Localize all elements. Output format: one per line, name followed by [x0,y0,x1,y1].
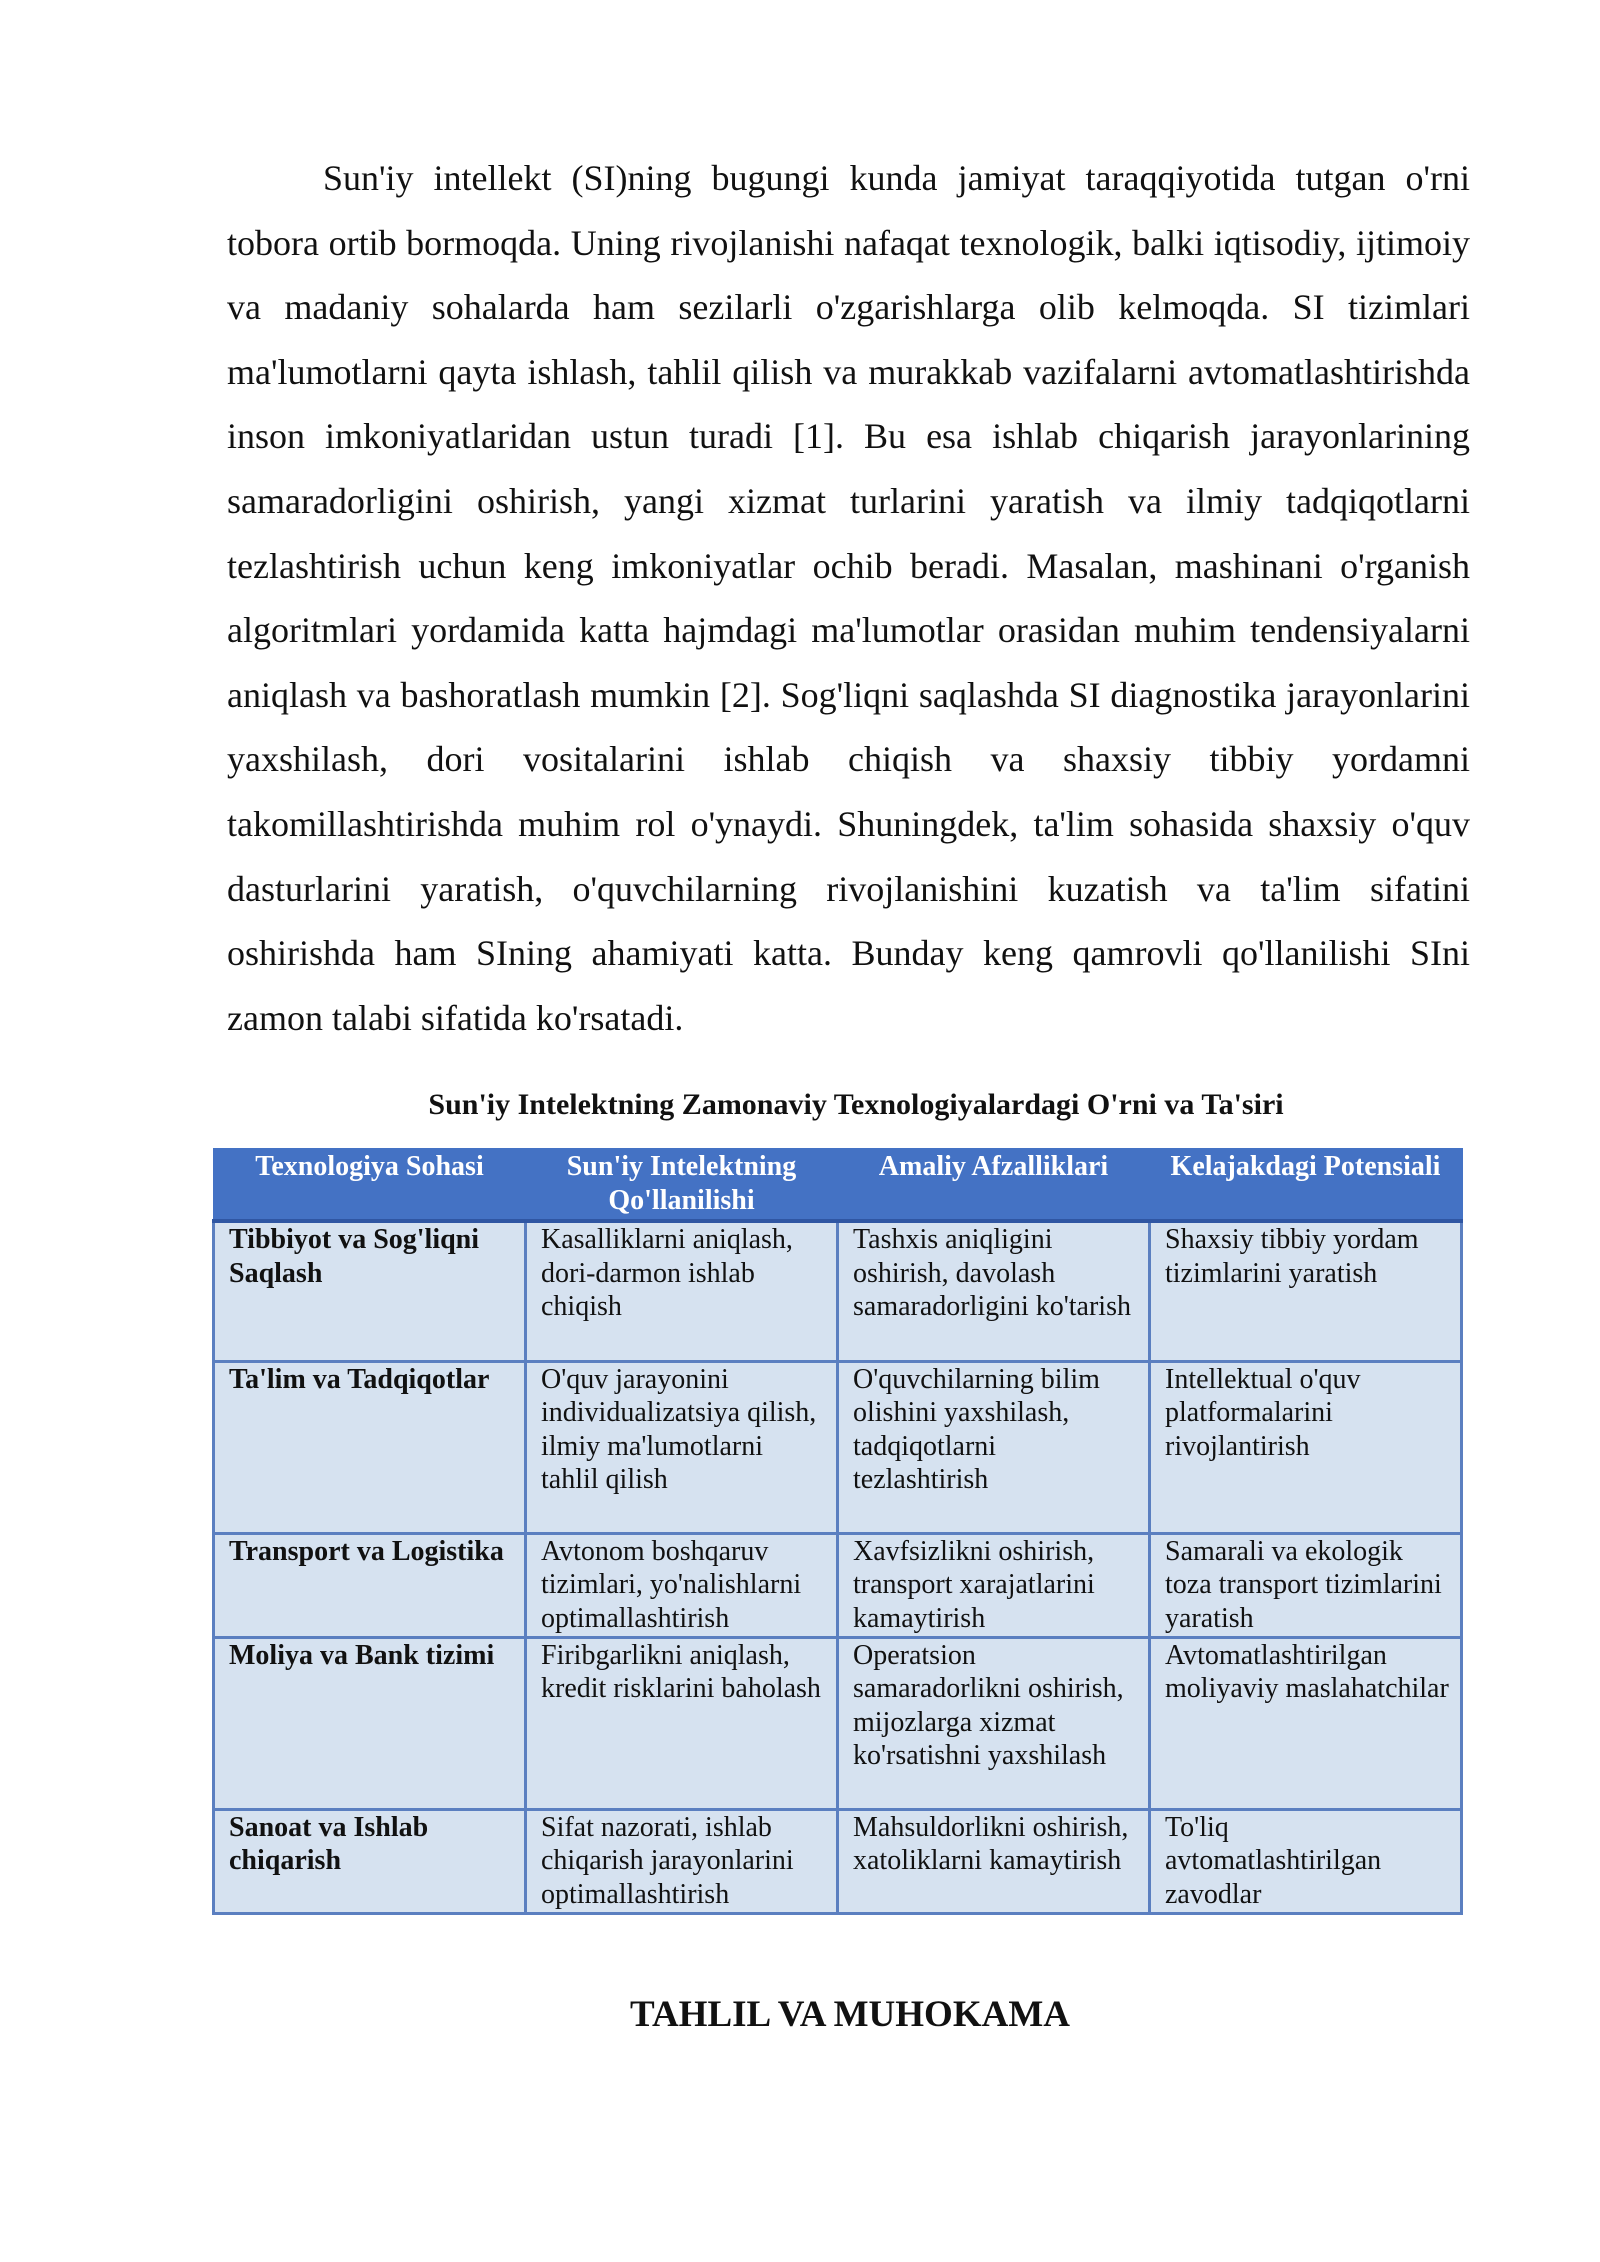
table-cell: Samarali va ekologik toza transport tizimlarini yaratish [1150,1533,1462,1637]
table-row [214,1221,1462,1361]
section-heading: TAHLIL VA MUHOKAMA [630,1994,1070,2035]
table-row [214,1637,1462,1809]
table-cell: Shaxsiy tibbiy yordam tizimlarini yaratish [1150,1221,1462,1361]
table-cell: Avtonom boshqaruv tizimlari, yo'nalishlarni optimallashtirish [526,1533,838,1637]
table-title: Sun'iy Intelektning Zamonaviy Texnologiyalardagi O'rni va Ta'siri [428,1088,1284,1121]
table-row [214,1809,1462,1913]
table-cell: Avtomatlashtirilgan moliyaviy maslahatchilar [1150,1637,1462,1809]
table-cell: Mahsuldorlikni oshirish, xatoliklarni kamaytirish [838,1809,1150,1913]
table-header-cell: Texnologiya Sohasi [214,1149,526,1221]
table-cell: Kasalliklarni aniqlash, dori-darmon ishlab chiqish [526,1221,838,1361]
table-cell: Intellektual o'quv platformalarini rivojlantirish [1150,1361,1462,1533]
table-header-cell: Sun'iy Intelektning Qo'llanilishi [526,1149,838,1221]
body-paragraph: Sun'iy intellekt (SI)ning bugungi kunda jamiyat taraqqiyotida tutgan o'rni tobora ortib bormoqda. Uning rivojlanishi nafaqat texnologik, balki iqtisodiy, ijtimoiy va madaniy sohalarda ham sezilarli o'zgarishlarga olib kelmoqda. SI tizimlari ma'lumotlarni qayta ishlash, tahlil qilish va murakkab vazifalarni avtomatlashtirishda inson imkoniyatlaridan ustun turadi [1]. Bu esa ishlab chiqarish jarayonlarining samaradorligini oshirish, yangi xizmat turlarini yaratish va ilmiy tadqiqotlarni tezlashtirish uchun keng imkoniyatlar ochib beradi. Masalan, mashinani o'rganish algoritmlari yordamida katta hajmdagi ma'lumotlar orasidan muhim tendensiyalarni aniqlash va bashoratlash mumkin [2]. Sog'liqni saqlashda SI diagnostika jarayonlarini yaxshilash, dori vositalarini ishlab chiqish va shaxsiy tibbiy yordamni takomillashtirishda muhim rol o'ynaydi. Shuningdek, ta'lim sohasida shaxsiy o'quv dasturlarini yaratish, o'quvchilarning rivojlanishini kuzatish va ta'lim sifatini oshirishda ham SIning ahamiyati katta. Bunday keng qamrovli qo'llanilishi SIni zamon talabi sifatida ko'rsatadi. [227,158,1470,1038]
table-header-row [214,1149,1462,1221]
table-cell: Xavfsizlikni oshirish, transport xarajatlarini kamaytirish [838,1533,1150,1637]
table-cell: Firibgarlikni aniqlash, kredit risklarini baholash [526,1637,838,1809]
table-row [214,1361,1462,1533]
table-row-header-cell: Sanoat va Ishlab chiqarish [214,1809,526,1913]
table-header-cell: Kelajakdagi Potensiali [1150,1149,1462,1221]
table-cell: Operatsion samaradorlikni oshirish, mijozlarga xizmat ko'rsatishni yaxshilash [838,1637,1150,1809]
table-row-header-cell: Transport va Logistika [214,1533,526,1637]
table-cell: O'quvchilarning bilim olishini yaxshilash, tadqiqotlarni tezlashtirish [838,1361,1150,1533]
table-cell: Sifat nazorati, ishlab chiqarish jarayonlarini optimallashtirish [526,1809,838,1913]
table-header-cell: Amaliy Afzalliklari [838,1149,1150,1221]
table-cell: O'quv jarayonini individualizatsiya qilish, ilmiy ma'lumotlarni tahlil qilish [526,1361,838,1533]
table-row-header-cell: Moliya va Bank tizimi [214,1637,526,1809]
table-cell: Tashxis aniqligini oshirish, davolash samaradorligini ko'tarish [838,1221,1150,1361]
technology-table [212,1148,1463,1915]
table-row [214,1533,1462,1637]
table-row-header-cell: Ta'lim va Tadqiqotlar [214,1361,526,1533]
table-row-header-cell: Tibbiyot va Sog'liqni Saqlash [214,1221,526,1361]
table-cell: To'liq avtomatlashtirilgan zavodlar [1150,1809,1462,1913]
